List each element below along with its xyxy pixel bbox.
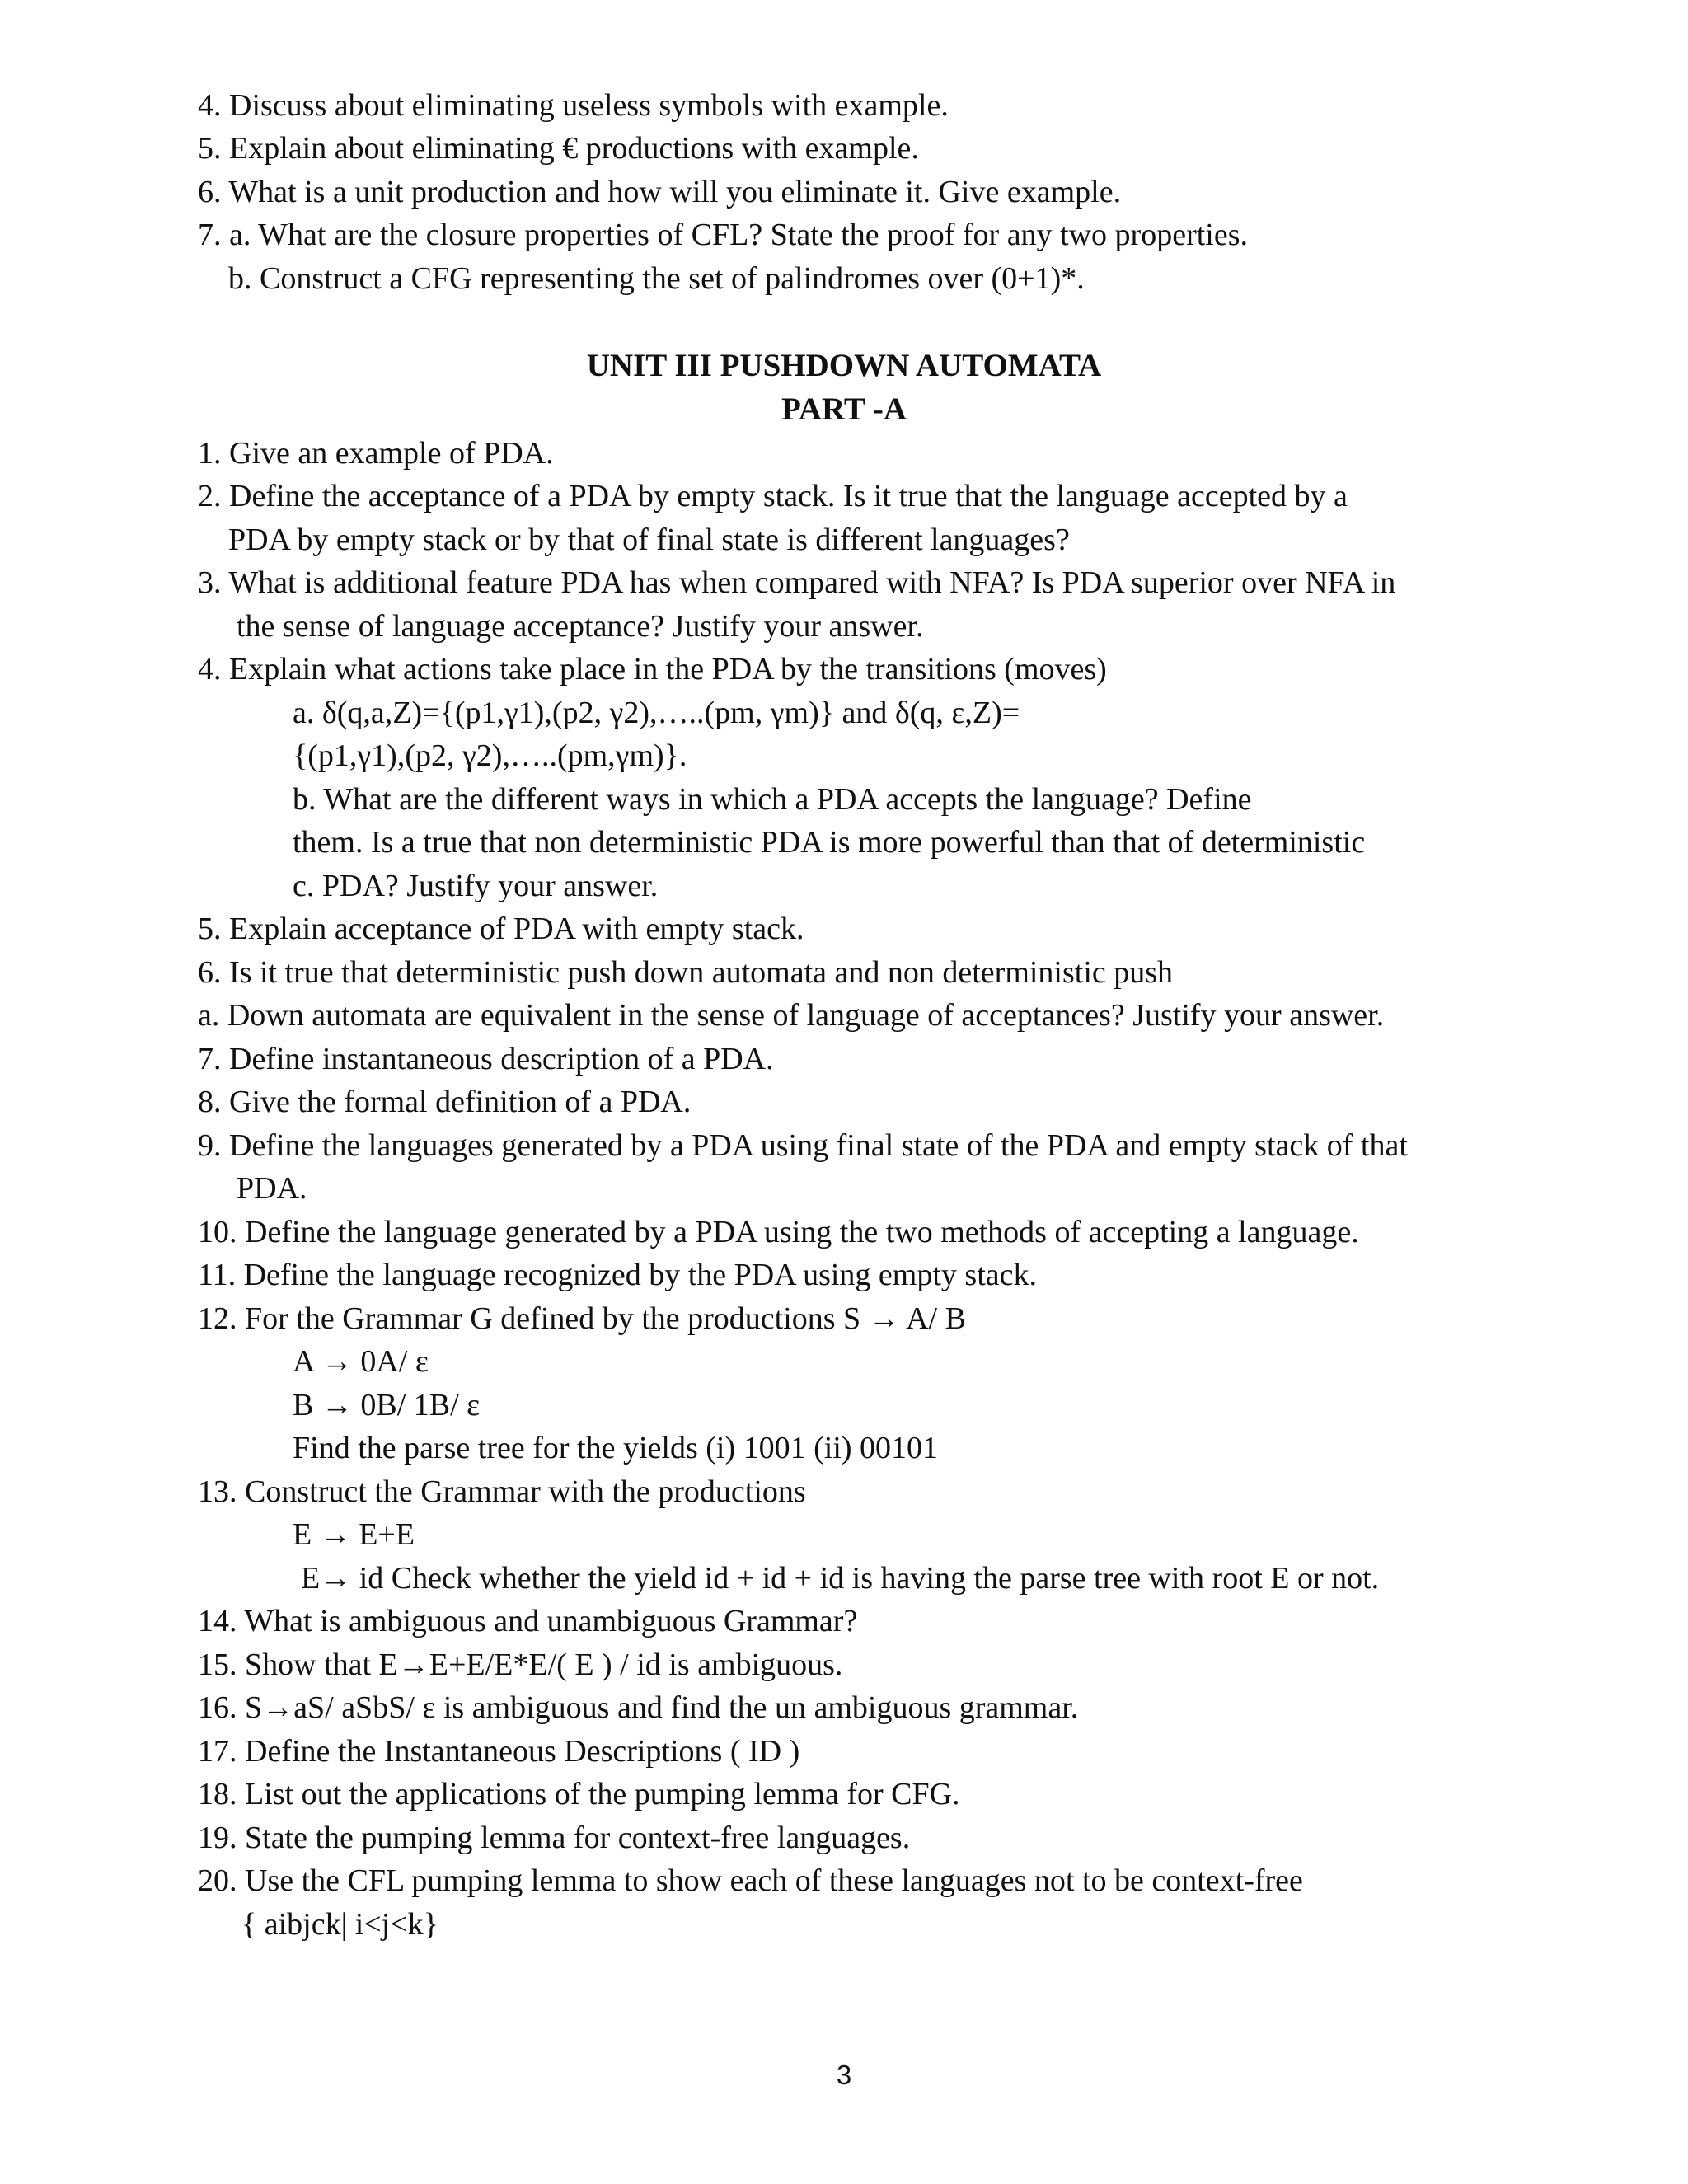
part-title: PART -A (781, 391, 907, 427)
list-item: { aibjck| i<j<k} (241, 1907, 438, 1942)
list-item: 11. Define the language recognized by the PDA using empty stack. (198, 1258, 1037, 1292)
list-item: them. Is a true that non deterministic PDA is more powerful than that of deterministic (293, 825, 1366, 860)
list-item: 20. Use the CFL pumping lemma to show each of these languages not to be context-free (198, 1863, 1303, 1898)
list-item: 6. Is it true that deterministic push down automata and non deterministic push (198, 955, 1174, 990)
list-item: PDA by empty stack or by that of final state is different languages? (228, 523, 1070, 557)
list-item: A → 0A/ ε (293, 1344, 429, 1379)
list-item: 12. For the Grammar G defined by the productions S → A/ B (198, 1301, 966, 1336)
list-item: 13. Construct the Grammar with the productions (198, 1474, 806, 1509)
list-item: a. δ(q,a,Z)={(p1,γ1),(p2, γ2),…..(pm, γm)} and δ(q, ε,Z)= (293, 696, 1020, 730)
list-item: 15. Show that E→E+E/E*E/( E ) / id is ambiguous. (198, 1647, 843, 1682)
list-item: 6. What is a unit production and how will you eliminate it. Give example. (198, 175, 1122, 209)
list-item: b. What are the different ways in which a PDA accepts the language? Define (293, 782, 1252, 817)
list-item: b. Construct a CFG representing the set of palindromes over (0+1)*. (228, 261, 1085, 296)
list-item: 1. Give an example of PDA. (198, 436, 554, 471)
list-item: 5. Explain acceptance of PDA with empty stack. (198, 912, 804, 946)
page-number: 3 (836, 2060, 852, 2090)
list-item: PDA. (237, 1171, 307, 1206)
list-item: E→ id Check whether the yield id + id + id is having the parse tree with root E or not. (301, 1561, 1380, 1596)
list-item: {(p1,γ1),(p2, γ2),…..(pm,γm)}. (293, 738, 687, 773)
list-item: 17. Define the Instantaneous Descriptions ( ID ) (198, 1734, 800, 1769)
list-item: E → E+E (293, 1517, 415, 1552)
list-item: 5. Explain about eliminating € productions with example. (198, 131, 919, 166)
list-item: a. Down automata are equivalent in the sense of language of acceptances? Justify your answer. (198, 998, 1385, 1033)
list-item: 16. S→aS/ aSbS/ ε is ambiguous and find the un ambiguous grammar. (198, 1690, 1079, 1725)
unit-title: UNIT III PUSHDOWN AUTOMATA (586, 348, 1102, 383)
list-item: Find the parse tree for the yields (i) 1001 (ii) 00101 (293, 1431, 939, 1465)
list-item: 7. Define instantaneous description of a PDA. (198, 1042, 774, 1076)
list-item: the sense of language acceptance? Justify your answer. (237, 609, 924, 644)
list-item: 4. Explain what actions take place in the PDA by the transitions (moves) (198, 652, 1107, 687)
list-item: B → 0B/ 1B/ ε (293, 1388, 481, 1422)
list-item: 4. Discuss about eliminating useless symbols with example. (198, 88, 949, 123)
list-item: 18. List out the applications of the pumping lemma for CFG. (198, 1777, 960, 1811)
list-item: 9. Define the languages generated by a PDA using final state of the PDA and empty stack of that (198, 1128, 1408, 1163)
list-item: 3. What is additional feature PDA has when compared with NFA? Is PDA superior over NFA in (198, 565, 1396, 600)
list-item: 10. Define the language generated by a PDA using the two methods of accepting a language. (198, 1215, 1359, 1249)
list-item: 2. Define the acceptance of a PDA by empty stack. Is it true that the language accepted by a (198, 479, 1348, 513)
list-item: 7. a. What are the closure properties of CFL? State the proof for any two properties. (198, 218, 1249, 252)
list-item: 14. What is ambiguous and unambiguous Grammar? (198, 1604, 858, 1638)
list-item: c. PDA? Justify your answer. (293, 869, 659, 903)
list-item: 8. Give the formal definition of a PDA. (198, 1085, 692, 1119)
list-item: 19. State the pumping lemma for context-free languages. (198, 1821, 911, 1855)
